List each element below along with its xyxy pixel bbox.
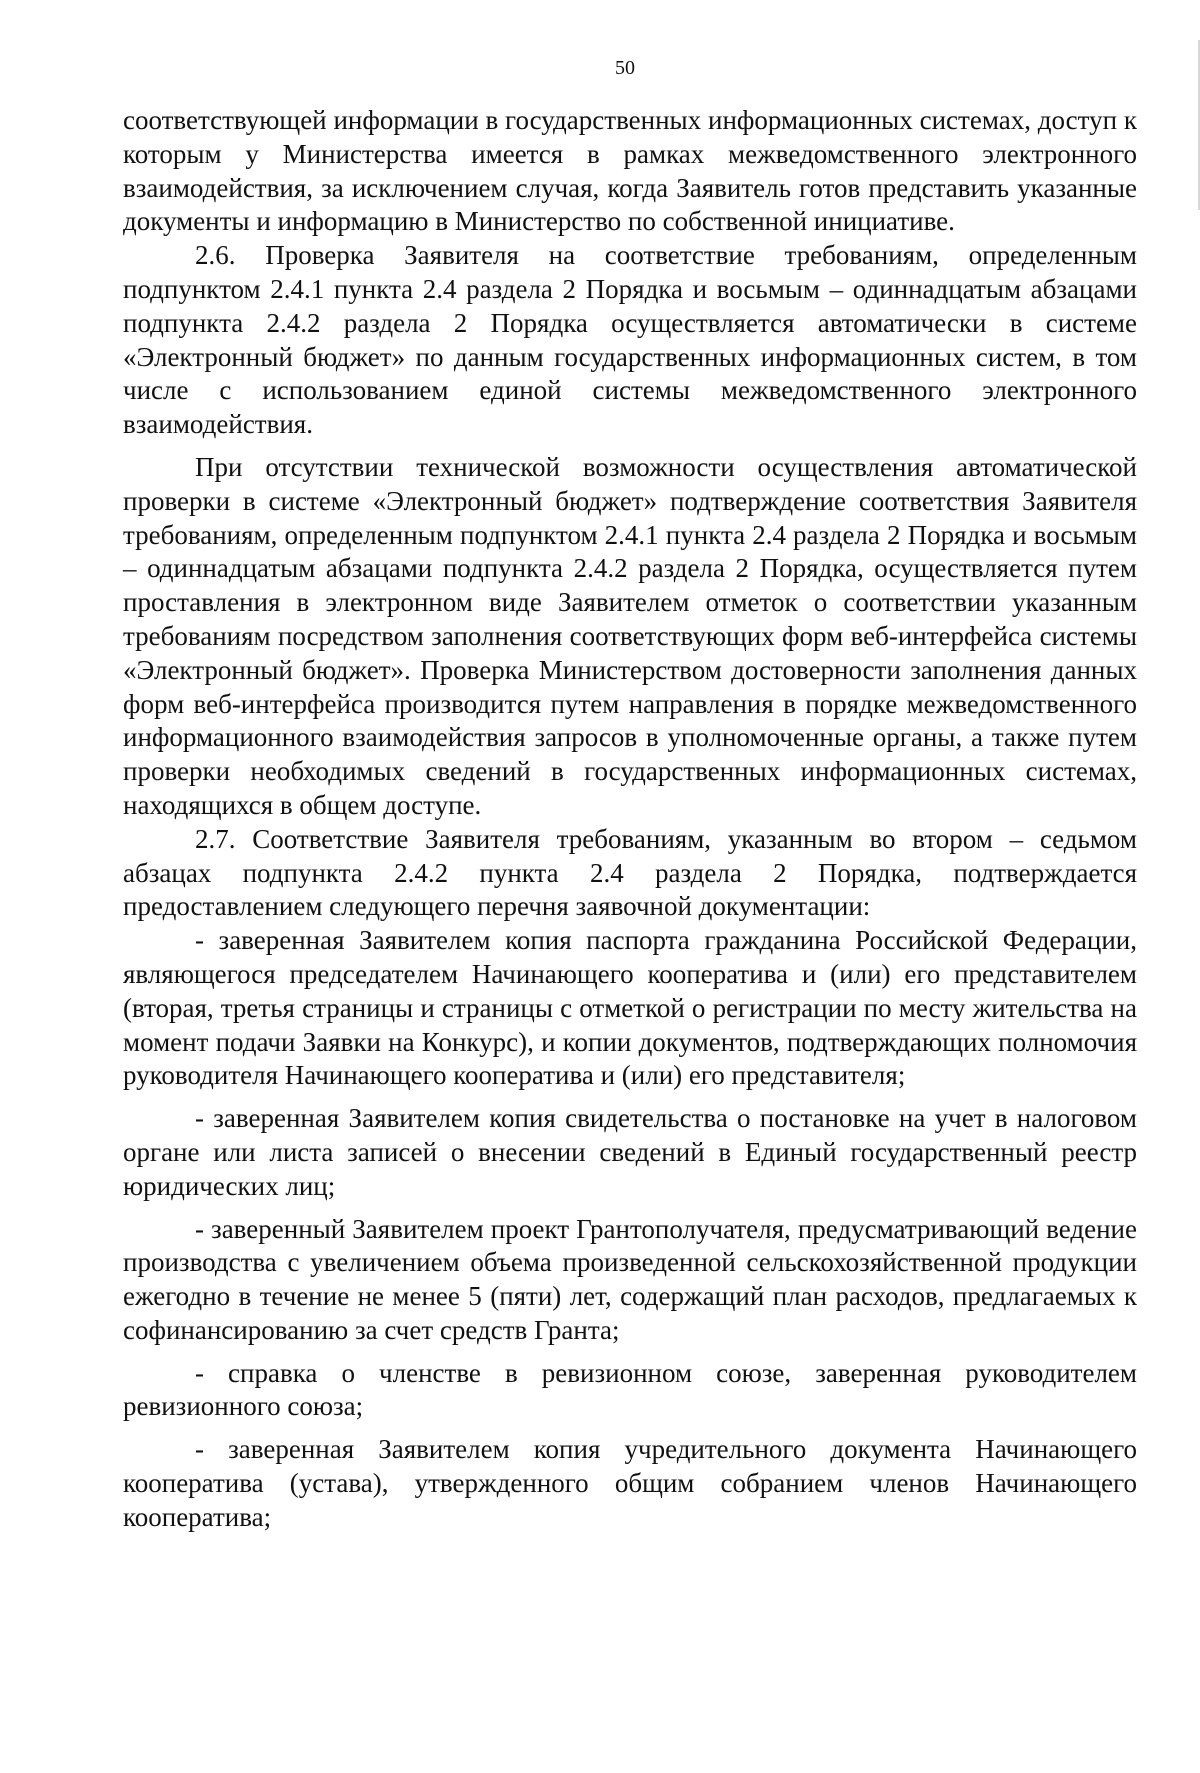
- document-body: [123, 104, 1137, 1535]
- list-item-passport-copy: - заверенная Заявителем копия паспорта гражданина Российской Федерации, являющегося председателем Начинающего кооператива и (или) его представителем (вторая, третья страницы и страницы с отметкой о регистрации по месту жительства на момент подачи Заявки на Конкурс), и копии документов, подтверждающих полномочия руководителя Начинающего кооператива и (или) его представителя;: [123, 925, 1137, 1091]
- paragraph-continuation: соответствующей информации в государственных информационных системах, доступ к которым у Министерства имеется в рамках межведомственного электронного взаимодействия, за исключением случая, когда Заявитель готов представить указанные документы и информацию в Министерство по собственной инициативе.: [123, 105, 1137, 237]
- list-item-tax-certificate: - заверенная Заявителем копия свидетельства о постановке на учет в налоговом органе или листа записей о внесении сведений в Единый государственный реестр юридических лиц;: [123, 1103, 1137, 1201]
- page-number: 50: [615, 57, 635, 79]
- paragraph-2-7: 2.7. Соответствие Заявителя требованиям, указанным во втором – седьмом абзацах подпункта 2.4.2 пункта 2.4 раздела 2 Порядка, подтверждается предоставлением следующего перечня заявочной документации:: [123, 823, 1137, 922]
- list-item-grant-project: - заверенный Заявителем проект Грантополучателя, предусматривающий ведение производства с увеличением объема произведенной сельскохозяйственной продукции ежегодно в течение не менее 5 (пяти) лет, содержащий план расходов, предлагаемых к софинансированию за счет средств Гранта;: [123, 1213, 1137, 1345]
- paragraph-2-6: 2.6. Проверка Заявителя на соответствие требованиям, определенным подпунктом 2.4.1 пункта 2.4 раздела 2 Порядка и восьмым – одиннадцатым абзацами подпункта 2.4.2 раздела 2 Порядка осуществляется автоматически в системе «Электронный бюджет» по данным государственных информационных систем, в том числе с использованием единой системы межведомственного электронного взаимодействия.: [123, 240, 1137, 440]
- paragraph-manual-verification: При отсутствии технической возможности осуществления автоматической проверки в системе «Электронный бюджет» подтверждение соответствия Заявителя требованиям, определенным подпунктом 2.4.1 пункта 2.4 раздела 2 Порядка и восьмым – одиннадцатым абзацами подпункта 2.4.2 раздела 2 Порядка, осуществляется путем проставления в электронном виде Заявителем отметок о соответствии указанным требованиям посредством заполнения соответствующих форм веб-интерфейса системы «Электронный бюджет». Проверка Министерством достоверности заполнения данных форм веб-интерфейса производится путем направления в порядке межведомственного информационного взаимодействия запросов в уполномоченные органы, а также путем проверки необходимых сведений в государственных информационных системах, находящихся в общем доступе.: [123, 451, 1137, 820]
- list-item-charter-copy: - заверенная Заявителем копия учредительного документа Начинающего кооператива (устава), утвержденного общим собранием членов Начинающего кооператива;: [123, 1434, 1137, 1532]
- list-item-audit-union-certificate: - справка о членстве в ревизионном союзе, заверенная руководителем ревизионного союза;: [123, 1357, 1137, 1422]
